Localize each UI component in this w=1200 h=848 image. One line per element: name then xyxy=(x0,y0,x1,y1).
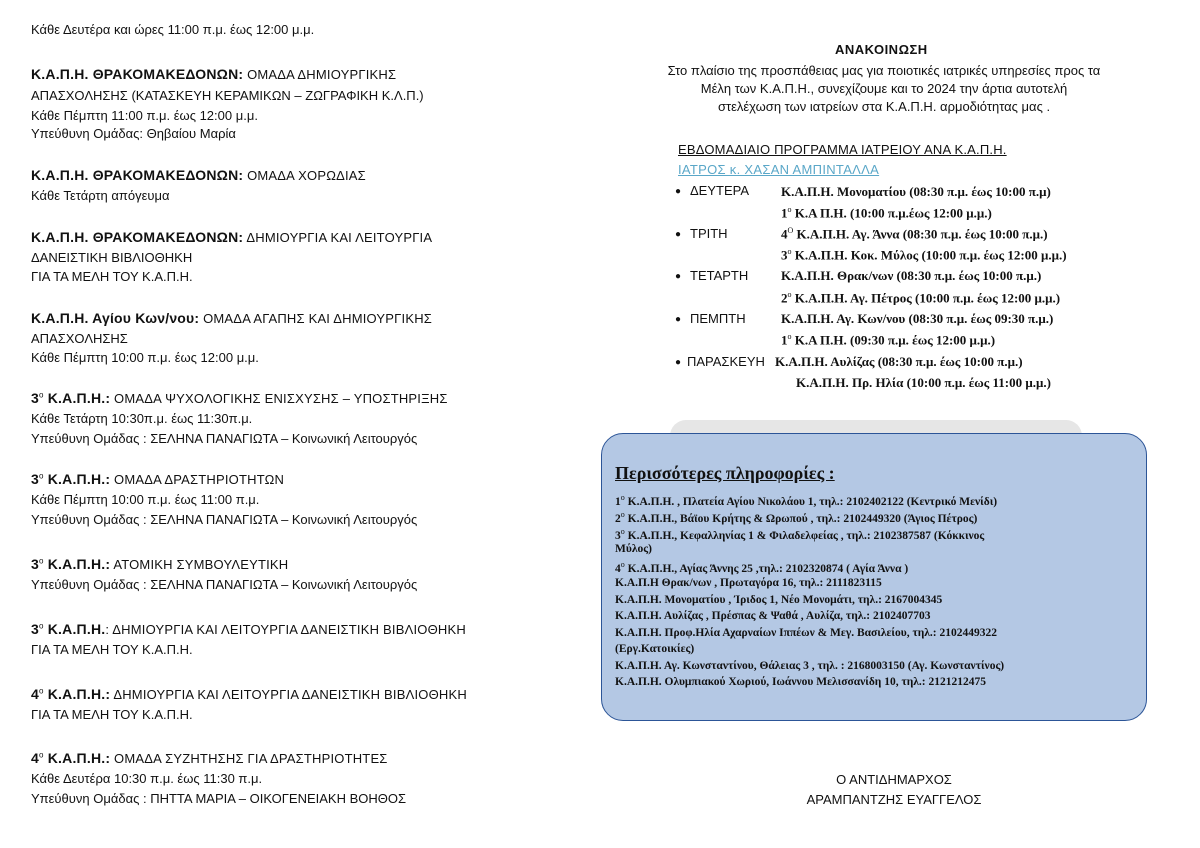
title-sup: ο xyxy=(39,556,44,566)
title-bold: Κ.Α.Π.Η. Αγίου Κων/νου: xyxy=(31,310,200,326)
section-detail: Υπεύθυνη Ομάδας : ΣΕΛΗΝΑ ΠΑΝΑΓΙΩΤΑ – Κοινωνική Λειτουργός xyxy=(31,431,418,446)
section-title xyxy=(31,167,366,183)
title-rest: ΔΗΜΙΟΥΡΓΙΑ ΚΑΙ ΛΕΙΤΟΥΡΓΙΑ ΔΑΝΕΙΣΤΙΚΗ ΒΙΒΛΙΟΘΗΚΗ xyxy=(110,687,467,702)
schedule-line: Κ.Α.Π.Η. Αυλίζας (08:30 π.μ. έως 10:00 π.μ.) xyxy=(775,354,1023,369)
title-bold: Κ.Α.Π.Η.: xyxy=(43,390,111,406)
section-detail: Υπεύθυνη Ομάδας : ΣΕΛΗΝΑ ΠΑΝΑΓΙΩΤΑ – Κοινωνική Λειτουργός xyxy=(31,512,418,527)
info-line: $2^o$ Κ.Α.Π.Η., Βάϊου Κρήτης & Ωρωπού , τηλ.: 2102449320 (Άγιος Πέτρος) xyxy=(615,510,978,525)
section-title-line3: ΓΙΑ ΤΑ ΜΕΛΗ ΤΟΥ Κ.Α.Π.Η. xyxy=(31,269,193,284)
title-sup: ο xyxy=(39,390,44,400)
day-label: ΔΕΥΤΕΡΑ xyxy=(690,183,750,198)
title-num: 4 xyxy=(31,750,39,766)
title-num: 3 xyxy=(31,390,39,406)
title-num: 3 xyxy=(31,471,39,487)
info-line: Μύλος) xyxy=(615,543,652,555)
title-bold: Κ.Α.Π.Η. ΘΡΑΚΟΜΑΚΕΔΟΝΩΝ: xyxy=(31,66,244,82)
title-num: 3 xyxy=(31,621,39,637)
announcement-text xyxy=(594,62,1174,116)
section-title-line2: ΑΠΑΣΧΟΛΗΣΗΣ (ΚΑΤΑΣΚΕΥΗ ΚΕΡΑΜΙΚΩΝ – ΖΩΓΡΑΦΙΚΗ Κ.Λ.Π.) xyxy=(31,88,424,103)
signature-title: Ο ΑΝΤΙΔΗΜΑΡΧΟΣ xyxy=(836,772,952,787)
title-num: 4 xyxy=(31,686,39,702)
title-bold: Κ.Α.Π.Η. xyxy=(43,621,106,637)
title-rest: ΟΜΑΔΑ ΔΡΑΣΤΗΡΙΟΤΗΤΩΝ xyxy=(110,472,285,487)
section-title xyxy=(31,390,448,406)
info-line: (Εργ.Κατοικίες) xyxy=(615,643,695,655)
title-bold: Κ.Α.Π.Η.: xyxy=(43,471,111,487)
schedule-line: Κ.Α.Π.Η. Αγ. Κων/νου (08:30 π.μ. έως 09:30 π.μ.) xyxy=(781,311,1054,326)
signature-name: ΑΡΑΜΠΑΝΤΖΗΣ ΕΥΑΓΓΕΛΟΣ xyxy=(806,792,982,807)
info-line: Κ.Α.Π.Η. Αγ. Κωνσταντίνου, Θάλειας 3 , τηλ. : 2168003150 (Αγ. Κωνσταντίνος) xyxy=(615,660,1005,672)
title-rest: ΟΜΑΔΑ ΨΥΧΟΛΟΓΙΚΗΣ ΕΝΙΣΧΥΣΗΣ – ΥΠΟΣΤΗΡΙΞΗΣ xyxy=(110,391,448,406)
section-detail: Υπεύθυνη Ομάδας : ΣΕΛΗΝΑ ΠΑΝΑΓΙΩΤΑ – Κοινωνική Λειτουργός xyxy=(31,577,418,592)
bullet-icon: ● xyxy=(675,357,682,368)
section-title xyxy=(31,310,432,326)
title-sup: ο xyxy=(39,621,44,631)
schedule-line: Κ.Α.Π.Η. Θρακ/νων (08:30 π.μ. έως 10:00 π.μ.) xyxy=(781,268,1042,283)
title-rest: : ΔΗΜΙΟΥΡΓΙΑ ΚΑΙ ΛΕΙΤΟΥΡΓΙΑ ΔΑΝΕΙΣΤΙΚΗ ΒΙΒΛΙΟΘΗΚΗ xyxy=(105,622,466,637)
info-line: Κ.Α.Π.Η. Μονοματίου , Ίριδος 1, Νέο Μονομάτι, τηλ.: 2167004345 xyxy=(615,594,943,606)
day-label: ΠΑΡΑΣΚΕΥΗ xyxy=(687,354,765,369)
title-bold: Κ.Α.Π.Η.: xyxy=(43,686,111,702)
day-label: ΠΕΜΠΤΗ xyxy=(690,311,746,326)
title-rest: ΟΜΑΔΑ ΔΗΜΙΟΥΡΓΙΚΗΣ xyxy=(243,67,397,82)
section-detail: Κάθε Δευτέρα 10:30 π.μ. έως 11:30 π.μ. xyxy=(31,771,263,786)
info-line: Κ.Α.Π.Η. Προφ.Ηλία Αχαρναίων Ιππέων & Μεγ. Βασιλείου, τηλ.: 2102449322 xyxy=(615,627,998,639)
section-detail: Κάθε Τετάρτη 10:30π.μ. έως 11:30π.μ. xyxy=(31,411,253,426)
bullet-icon: ● xyxy=(675,186,682,197)
schedule-line: $4^O$ Κ.Α.Π.Η. Αγ. Άννα (08:30 π.μ. έως 10:00 π.μ.) xyxy=(781,226,1048,242)
section-title xyxy=(31,229,432,245)
bullet-icon: ● xyxy=(675,229,682,240)
section-detail: Κάθε Τετάρτη απόγευμα xyxy=(31,188,170,203)
info-title: Περισσότερες πληροφορίες : xyxy=(615,463,835,483)
bullet-icon: ● xyxy=(675,314,682,325)
announcement-title: ΑΝΑΚΟΙΝΩΣΗ xyxy=(835,42,928,57)
schedule-line: $3^o$ Κ.Α.Π.Η. Κοκ. Μύλος (10:00 π.μ. έως 12:00 μ.μ.) xyxy=(781,247,1067,263)
info-line: $1^o$ Κ.Α.Π.Η. , Πλατεία Αγίου Νικολάου 1, τηλ.: 2102402122 (Κεντρικό Μενίδι) xyxy=(615,493,998,508)
section-detail: Υπεύθυνη Ομάδας : ΠΗΤΤΑ ΜΑΡΙΑ – ΟΙΚΟΓΕΝΕΙΑΚΗ ΒΟΗΘΟΣ xyxy=(31,791,407,806)
title-rest: ΟΜΑΔΑ ΑΓΑΠΗΣ ΚΑΙ ΔΗΜΙΟΥΡΓΙΚΗΣ xyxy=(199,311,433,326)
title-rest: ΑΤΟΜΙΚΗ ΣΥΜΒΟΥΛΕΥΤΙΚΗ xyxy=(110,557,289,572)
section-title-line2: ΑΠΑΣΧΟΛΗΣΗΣ xyxy=(31,331,128,346)
schedule-line: $2^o$ Κ.Α.Π.Η. Αγ. Πέτρος (10:00 π.μ. έως 12:00 μ.μ.) xyxy=(781,290,1061,306)
title-bold: Κ.Α.Π.Η.: xyxy=(43,750,111,766)
section-detail: Κάθε Πέμπτη 10:00 π.μ. έως 11:00 π.μ. xyxy=(31,492,260,507)
day-label: ΤΕΤΑΡΤΗ xyxy=(690,268,749,283)
title-sup: ο xyxy=(39,750,44,760)
section-title-line2: ΔΑΝΕΙΣΤΙΚΗ ΒΙΒΛΙΟΘΗΚΗ xyxy=(31,250,193,265)
title-bold: Κ.Α.Π.Η.: xyxy=(43,556,111,572)
schedule-line: Κ.Α.Π.Η. Μονοματίου (08:30 π.μ. έως 10:00 π.μ) xyxy=(781,184,1051,199)
section-title xyxy=(31,686,467,702)
announcement-line: Μέλη των Κ.Α.Π.Η., συνεχίζουμε και το 2024 την άρτια αυτοτελή xyxy=(700,81,1068,96)
info-line: $3^o$ Κ.Α.Π.Η., Κεφαλληνίας 1 & Φιλαδελφείας , τηλ.: 2102387587 (Κόκκινος xyxy=(615,527,985,542)
title-num: 3 xyxy=(31,556,39,572)
schedule-line: $1^o$ Κ.Α Π.Η. (09:30 π.μ. έως 12:00 μ.μ.) xyxy=(781,332,996,348)
title-rest: ΟΜΑΔΑ ΣΥΖΗΤΗΣΗΣ ΓΙΑ ΔΡΑΣΤΗΡΙΟΤΗΤΕΣ xyxy=(110,751,388,766)
section-title xyxy=(31,66,396,82)
bullet-icon: ● xyxy=(675,271,682,282)
title-sup: ο xyxy=(39,686,44,696)
program-title: ΕΒΔΟΜΑΔΙΑΙΟ ΠΡΟΓΡΑΜΜΑ ΙΑΤΡΕΙΟΥ ΑΝΑ Κ.Α.Π.Η. xyxy=(678,142,1007,157)
section-title xyxy=(31,471,284,487)
doctor-name: ΙΑΤΡΟΣ κ. ΧΑΣΑΝ ΑΜΠΙΝΤΑΛΛΑ xyxy=(678,162,880,177)
title-bold: Κ.Α.Π.Η. ΘΡΑΚΟΜΑΚΕΔΟΝΩΝ: xyxy=(31,167,244,183)
section-title-line2: ΓΙΑ ΤΑ ΜΕΛΗ ΤΟΥ Κ.Α.Π.Η. xyxy=(31,642,193,657)
section-title xyxy=(31,556,288,572)
title-rest: ΔΗΜΙΟΥΡΓΙΑ ΚΑΙ ΛΕΙΤΟΥΡΓΙΑ xyxy=(243,230,433,245)
info-line: $4^o$ Κ.Α.Π.Η., Αγίας Άννης 25 ,τηλ.: 2102320874 ( Αγία Άννα ) xyxy=(615,560,909,575)
info-line: Κ.Α.Π.Η. Ολυμπιακού Χωριού, Ιωάννου Μελισσανίδη 10, τηλ.: 2121212475 xyxy=(615,676,987,688)
intro-line: Κάθε Δευτέρα και ώρες 11:00 π.μ. έως 12:00 μ.μ. xyxy=(31,22,315,37)
announcement-line: στελέχωση των ιατρείων στα Κ.Α.Π.Η. αρμοδιότητας μας . xyxy=(717,99,1051,114)
section-title-line2: ΓΙΑ ΤΑ ΜΕΛΗ ΤΟΥ Κ.Α.Π.Η. xyxy=(31,707,193,722)
section-detail: Κάθε Πέμπτη 10:00 π.μ. έως 12:00 μ.μ. xyxy=(31,350,259,365)
info-line: Κ.Α.Π.Η Θρακ/νων , Πρωταγόρα 16, τηλ.: 2111823115 xyxy=(615,577,882,589)
schedule-line: $1^o$ Κ.Α Π.Η. (10:00 π.μ.έως 12:00 μ.μ.) xyxy=(781,205,992,221)
announcement-line: Στο πλαίσιο της προσπάθειας μας για ποιοτικές ιατρικές υπηρεσίες προς τα xyxy=(667,63,1101,78)
title-rest: ΟΜΑΔΑ ΧΟΡΩΔΙΑΣ xyxy=(243,168,366,183)
section-title xyxy=(31,621,466,637)
section-title xyxy=(31,750,388,766)
section-detail: Κάθε Πέμπτη 11:00 π.μ. έως 12:00 μ.μ. xyxy=(31,108,258,123)
title-sup: ο xyxy=(39,471,44,481)
schedule-line: Κ.Α.Π.Η. Πρ. Ηλία (10:00 π.μ. έως 11:00 μ.μ.) xyxy=(796,375,1051,390)
day-label: ΤΡΙΤΗ xyxy=(690,226,728,241)
section-detail: Υπεύθυνη Ομάδας: Θηβαίου Μαρία xyxy=(31,126,236,141)
info-line: Κ.Α.Π.Η. Αυλίζας , Πρέσπας & Ψαθά , Αυλίζα, τηλ.: 2102407703 xyxy=(615,610,931,622)
title-bold: Κ.Α.Π.Η. ΘΡΑΚΟΜΑΚΕΔΟΝΩΝ: xyxy=(31,229,244,245)
